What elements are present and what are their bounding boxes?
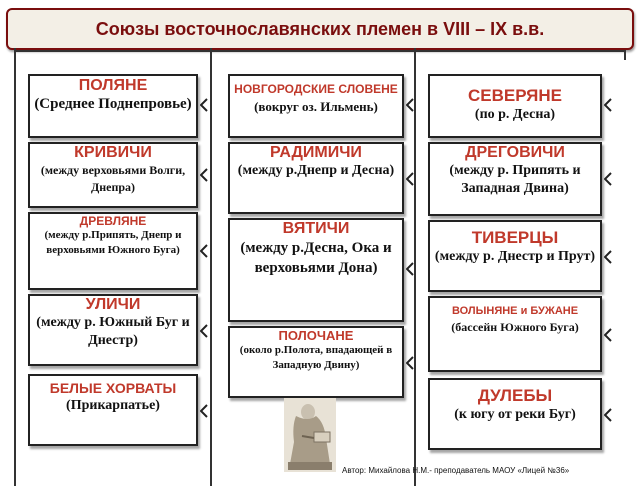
arrow-left-icon [406,356,414,370]
tribe-desc: (между р.Припять, Днепр и верховьями Южного Буга) [44,229,182,256]
tribe-box-krivichi [28,142,198,208]
tribe-name: ВОЛЫНЯНЕ и БУЖАНЕ [451,305,579,317]
tribe-box-ulichi [28,294,198,366]
frame-top-line [14,50,626,60]
tribe-name: СЕВЕРЯНЕ [468,86,562,105]
tribe-name: ДУЛЕБЫ [477,386,553,405]
tribe-name: КРИВИЧИ [74,144,152,161]
tribe-box-drevlyane [28,212,198,290]
tribe-desc: (между р. Припять и Западная Двина) [449,163,581,196]
tribe-name: ПОЛОЧАНЕ [278,328,354,343]
author-footer: Автор: Михайлова Н.М.- преподаватель МАОУ «Лицей №36» [342,466,570,475]
tribe-desc: (между р.Днепр и Десна) [237,163,395,178]
monk-statue-image [284,398,336,472]
arrow-left-icon [200,168,208,182]
tribe-box-vyatichi [228,218,404,322]
arrow-left-icon [604,328,612,342]
tribe-desc: (около р.Полота, впадающей в Западную Двину) [239,344,393,371]
tribe-name: ДРЕГОВИЧИ [465,144,565,161]
tribe-desc: (к югу от реки Буг) [454,407,576,422]
tribe-desc: (между р. Днестр и Прут) [434,249,596,264]
page-title: Союзы восточнославянских племен в VIII – IX в.в. [95,19,545,39]
arrow-left-icon [200,324,208,338]
tribe-desc: (Прикарпатье) [66,398,160,413]
tribe-name: ПОЛЯНЕ [78,77,148,94]
tribe-box-volynyane-buzhane [428,296,602,372]
arrow-left-icon [200,98,208,112]
tribe-box-tivertsy [428,220,602,292]
arrow-left-icon [604,172,612,186]
tribe-desc: (между верховьями Волги, Днепра) [40,163,186,194]
tribe-box-polyane [28,74,198,138]
tribe-box-belye-horvaty [28,374,198,446]
tribe-desc: (Среднее Поднепровье) [34,96,192,112]
arrow-left-icon [406,98,414,112]
arrow-left-icon [604,408,612,422]
tribe-name: ДРЕВЛЯНЕ [79,214,147,228]
tribe-desc: (бассейн Южного Буга) [451,320,579,334]
tribe-desc: (между р. Южный Буг и Днестр) [36,315,190,348]
title-bar [6,8,634,50]
middle-bracket-line [210,48,226,486]
arrow-left-icon [604,98,612,112]
arrow-left-icon [406,262,414,276]
tribe-box-severyane [428,74,602,138]
tribe-name: ВЯТИЧИ [282,220,350,237]
tribe-desc: (по р. Десна) [474,107,556,122]
tribe-name: ТИВЕРЦЫ [471,228,559,247]
tribe-box-duleby [428,378,602,450]
arrow-left-icon [200,404,208,418]
tribe-name: НОВГОРОДСКИЕ СЛОВЕНЕ [234,82,398,96]
tribe-name: УЛИЧИ [85,296,141,313]
arrow-left-icon [604,250,612,264]
tribe-desc: (вокруг оз. Ильмень) [254,99,378,114]
tribe-box-radimichi [228,142,404,214]
tribe-name: РАДИМИЧИ [270,144,362,161]
tribe-box-dregovichi [428,142,602,216]
tribe-box-novgorod-slovene [228,74,404,138]
tribe-name: БЕЛЫЕ ХОРВАТЫ [49,380,177,396]
arrow-left-icon [406,172,414,186]
arrow-left-icon [200,244,208,258]
tribe-desc: (между р.Десна, Ока и верховьями Дона) [240,240,392,276]
tribe-box-polochane [228,326,404,398]
